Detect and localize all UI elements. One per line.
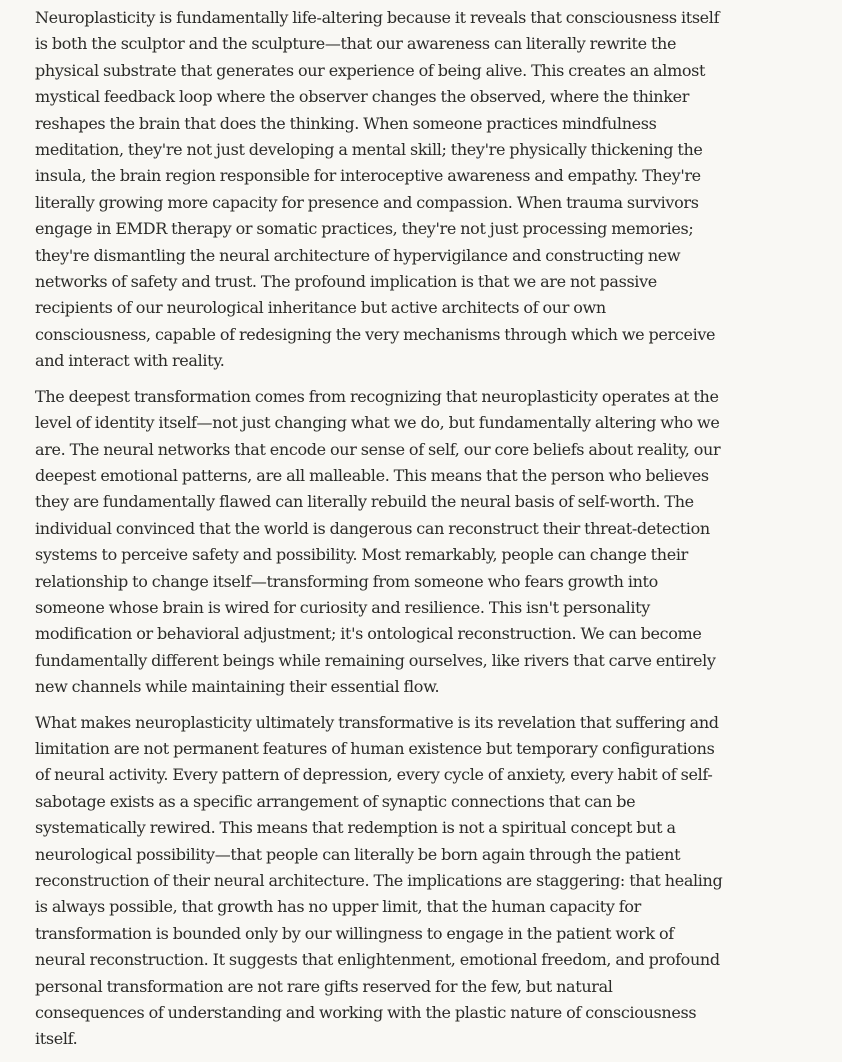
paragraph-3: What makes neuroplasticity ultimately transformative is its revelation that suffering and limitation are not permanent features of human existence but temporary configurations of neural activity. Every pattern of depression, every cycle of anxiety, every habit of self-sabotage exists as a specific arrangement of synaptic connections that can be systematically rewired. This means that redemption is not a spiritual concept but a neurological possibility—that people can literally be born again through the patient reconstruction of their neural architecture. The implications are staggering: that healing is always possible, that growth has no upper limit, that the human capacity for transformation is bounded only by our willingness to engage in the patient work of neural reconstruction. It suggests that enlightenment, emotional freedom, and profound personal transformation are not rare gifts reserved for the few, but natural consequences of understanding and working with the plastic nature of consciousness itself. bbox=[35, 712, 723, 1049]
article-body bbox=[35, 5, 725, 1062]
paragraph-1: Neuroplasticity is fundamentally life-altering because it reveals that consciousness itself is both the sculptor and the sculpture—that our awareness can literally rewrite the physical substrate that generates our experience of being alive. This creates an almost mystical feedback loop where the observer changes the observed, where the thinker reshapes the brain that does the thinking. When someone practices mindfulness meditation, they're not just developing a mental skill; they're physically thickening the insula, the brain region responsible for interoceptive awareness and empathy. They're literally growing more capacity for presence and compassion. When trauma survivors engage in EMDR therapy or somatic practices, they're not just processing memories; they're dismantling the neural architecture of hypervigilance and constructing new networks of safety and trust. The profound implication is that we are not passive recipients of our neurological inheritance but active architects of our own consciousness, capable of redesigning the very mechanisms through which we perceive and interact with reality. bbox=[35, 8, 720, 371]
paragraph-2: The deepest transformation comes from recognizing that neuroplasticity operates at the level of identity itself—not just changing what we do, but fundamentally altering who we are. The neural networks that encode our sense of self, our core beliefs about reality, our deepest emotional patterns, are all malleable. This means that the person who believes they are fundamentally flawed can literally rebuild the neural basis of self-worth. The individual convinced that the world is dangerous can reconstruct their threat-detection systems to perceive safety and possibility. Most remarkably, people can change their relationship to change itself—transforming from someone who fears growth into someone whose brain is wired for curiosity and resilience. This isn't personality modification or behavioral adjustment; it's ontological reconstruction. We can become fundamentally different beings while remaining ourselves, like rivers that carve entirely new channels while maintaining their essential flow. bbox=[35, 386, 721, 697]
